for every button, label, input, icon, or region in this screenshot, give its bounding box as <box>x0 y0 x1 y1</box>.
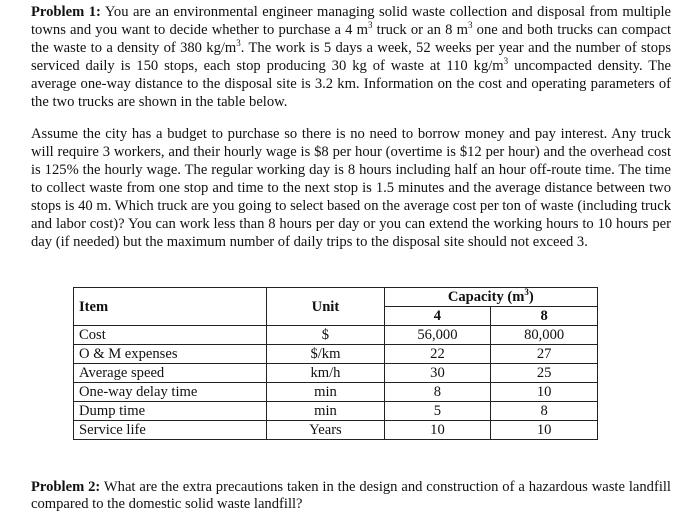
row-value-8: 8 <box>491 402 598 421</box>
row-value-4: 8 <box>384 383 491 402</box>
table-row <box>74 345 598 364</box>
problem-1-label: Problem 1: <box>31 4 101 20</box>
row-item: O & M expenses <box>74 345 267 364</box>
header-capacity-end: ) <box>528 289 534 305</box>
table-row <box>74 383 598 402</box>
row-value-4: 22 <box>384 345 491 364</box>
header-cap-8: 8 <box>491 307 598 326</box>
row-value-4: 5 <box>384 402 491 421</box>
superscript: 3 <box>503 56 509 67</box>
problem-2-text: What are the extra precautions taken in the design and construction of a hazardous waste landfill compared to the domestic solid waste landfill? <box>31 479 671 512</box>
truck-data-table <box>73 287 598 440</box>
row-unit: $/km <box>267 345 384 364</box>
row-value-4: 30 <box>384 364 491 383</box>
problem-1-paragraph <box>31 3 671 111</box>
row-unit: Years <box>267 421 384 440</box>
problem-1-text-a: You are an environmental engineer managing solid waste collection and disposal from multiple towns and you want to decide whether to purchase a 4 m <box>31 4 671 38</box>
header-capacity <box>384 288 597 307</box>
problem-1-text-c: one and both trucks can compact the waste to a density of 380 kg/m <box>31 22 672 56</box>
problem-1-text-b: truck or an 8 m <box>372 22 468 38</box>
problem-2-label: Problem 2: <box>31 479 101 495</box>
superscript: 3 <box>467 20 473 31</box>
row-value-8: 10 <box>491 421 598 440</box>
header-unit: Unit <box>267 288 384 326</box>
problem-2-paragraph <box>31 479 671 513</box>
superscript: 3 <box>367 20 373 31</box>
table-row <box>74 326 598 345</box>
header-item: Item <box>74 288 267 326</box>
row-value-4: 10 <box>384 421 491 440</box>
row-unit: min <box>267 402 384 421</box>
header-capacity-sup: 3 <box>524 287 529 298</box>
table-header-row <box>74 288 598 307</box>
problem-1-text-e: uncompacted density. The average one-way distance to the disposal site is 3.2 km. Information on the cost and operating parameters of the two trucks are shown in the table below. <box>31 58 671 110</box>
header-cap-4: 4 <box>384 307 491 326</box>
row-unit: min <box>267 383 384 402</box>
row-value-4: 56,000 <box>384 326 491 345</box>
table-row <box>74 421 598 440</box>
row-item: Dump time <box>74 402 267 421</box>
row-value-8: 25 <box>491 364 598 383</box>
row-unit: $ <box>267 326 384 345</box>
superscript: 3 <box>236 38 241 49</box>
row-item: Cost <box>74 326 267 345</box>
problem-1-assumptions-paragraph: Assume the city has a budget to purchase so there is no need to borrow money and pay interest. Any truck will require 3 workers, and their hourly wage is $8 per hour (overtime is $12 per hour) and the overhead cost is 125% the hourly wage. The regular working day is 8 hours including half an hour off-route time. The time to collect waste from one stop and time to the next stop is 1.5 minutes and the average distance between two stops is 40 m. Which truck are you going to select based on the average cost per ton of waste (including truck and labor cost)? You can work less than 8 hours per day or you can extend the working hours to 10 hours per day (if needed) but the maximum number of daily trips to the disposal site should not exceed 3. <box>31 126 671 250</box>
header-capacity-text: Capacity (m <box>447 289 525 305</box>
row-value-8: 80,000 <box>491 326 598 345</box>
row-item: One-way delay time <box>74 383 267 402</box>
row-unit: km/h <box>267 364 384 383</box>
row-item: Service life <box>74 421 267 440</box>
table-row <box>74 364 598 383</box>
row-value-8: 27 <box>491 345 598 364</box>
row-item: Average speed <box>74 364 267 383</box>
problem-1-text-d: . The work is 5 days a week, 52 weeks per year and the number of stops serviced daily is 150 stops, each stop producing 30 kg of waste at 110 kg/m <box>31 40 671 74</box>
row-value-8: 10 <box>491 383 598 402</box>
table-row <box>74 402 598 421</box>
